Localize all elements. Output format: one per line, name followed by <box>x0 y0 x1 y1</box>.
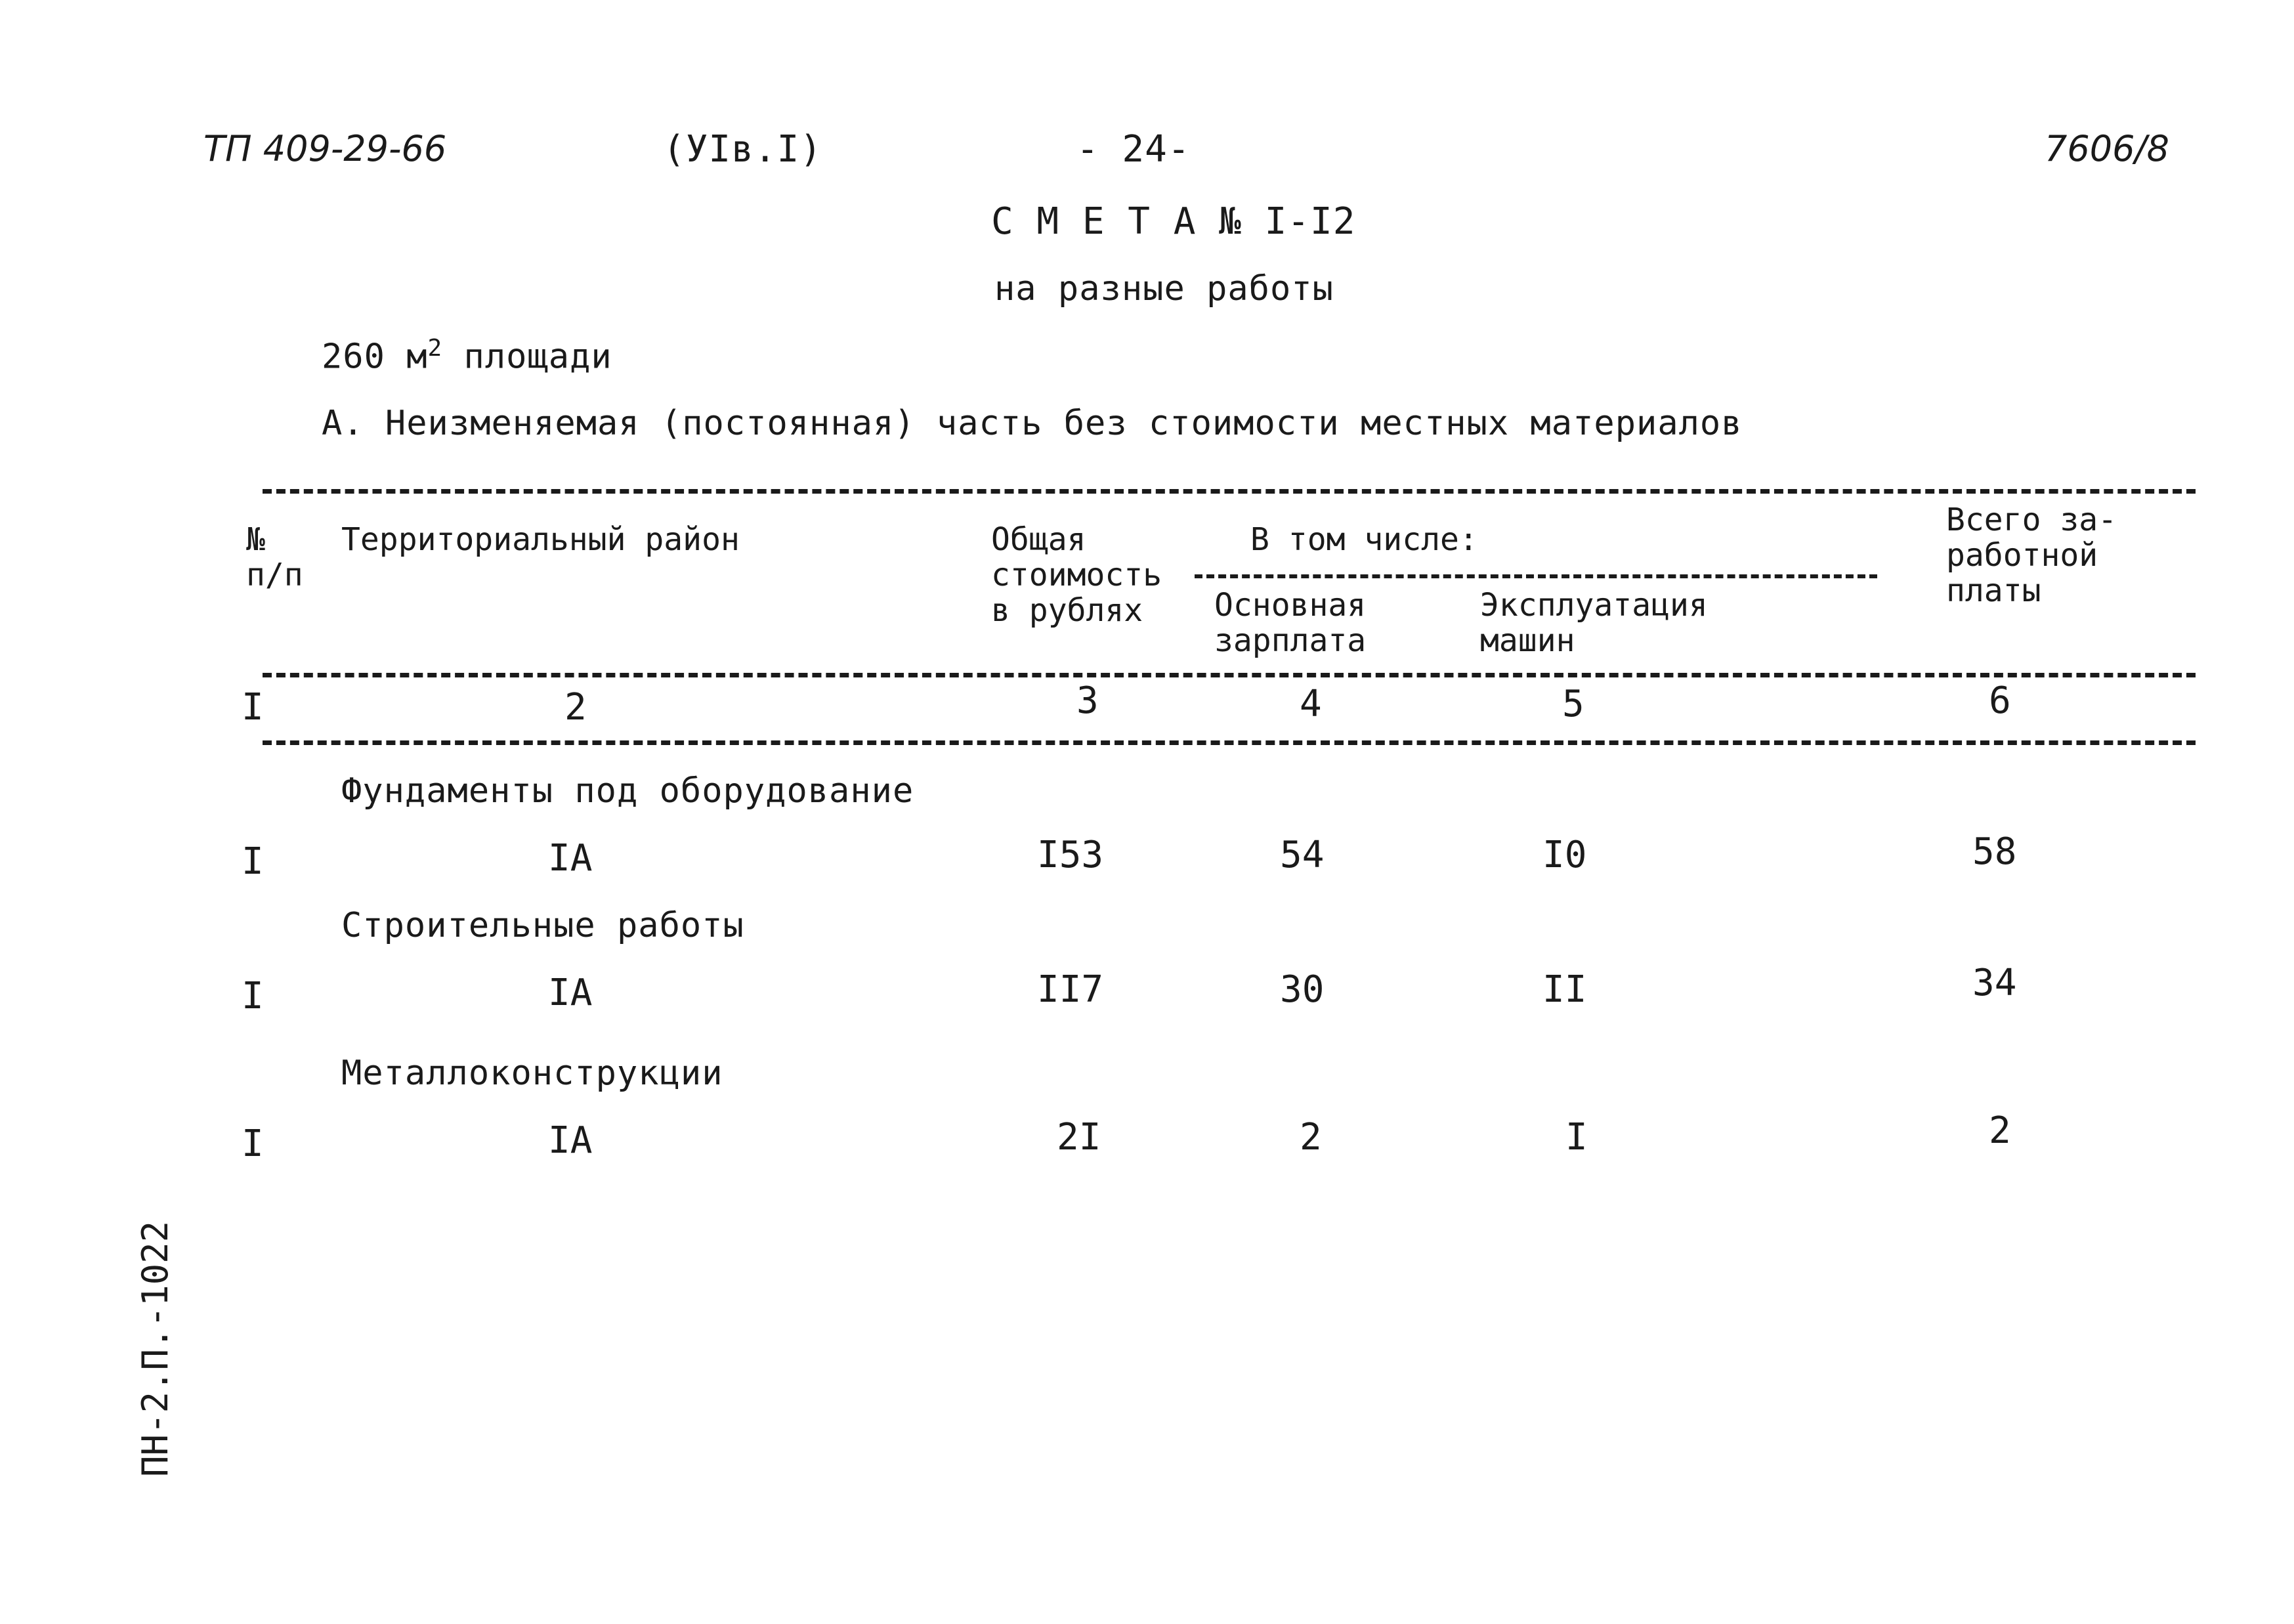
table-row-cell: 58 <box>1972 830 2017 873</box>
table-row-cell: I0 <box>1542 834 1587 876</box>
colnum-2: 2 <box>564 686 587 729</box>
table-row-cell: 54 <box>1280 834 1325 876</box>
estimate-title: С М Е Т А № I-I2 <box>991 200 1356 243</box>
estimate-subtitle: на разные работы <box>994 269 1334 309</box>
header-machine-operation: Эксплуатация машин <box>1480 587 1708 659</box>
table-row-cell: I53 <box>1037 834 1104 876</box>
header-total-wages: Всего за- работной платы <box>1946 502 2117 609</box>
colnum-4: 4 <box>1300 683 1322 725</box>
area-unit-sup: 2 <box>427 335 443 362</box>
table-row-cell: I <box>242 840 264 883</box>
header-base-salary: Основная зарплата <box>1214 587 1367 659</box>
colnum-5: 5 <box>1562 683 1584 725</box>
table-row-cell: I <box>242 975 264 1017</box>
table-row-cell: I <box>242 1122 264 1165</box>
header-bottom-rule <box>263 673 2196 677</box>
table-row-cell: IA <box>548 972 593 1014</box>
table-row-cell: IA <box>548 1119 593 1162</box>
table-row-cell: 34 <box>1972 962 2017 1004</box>
side-stamp: ПН-2.П.-1022 <box>135 1220 176 1477</box>
section-title-metal-structures: Металлоконструкции <box>341 1054 723 1093</box>
header-row-number: № п/п <box>246 521 303 593</box>
table-row-cell: II7 <box>1037 968 1104 1011</box>
table-top-rule <box>263 489 2196 494</box>
table-row-cell: IA <box>548 837 593 880</box>
section-code: (УIв.I) <box>663 128 823 171</box>
part-a-subtitle: А. Неизменяемая (постоянная) часть без стоимости местных материалов <box>322 404 1743 443</box>
table-row-cell: I <box>1565 1116 1588 1159</box>
sheet-code: 7606/8 <box>2045 128 2169 169</box>
table-row-cell: 2 <box>1300 1116 1322 1159</box>
column-numbers-rule <box>263 740 2196 745</box>
header-territorial-district: Территориальный район <box>341 521 740 558</box>
area-label: площади <box>463 337 612 377</box>
header-including: В том числе: <box>1250 521 1478 558</box>
colnum-3: 3 <box>1076 679 1099 722</box>
table-row-cell: 2I <box>1057 1116 1101 1159</box>
doc-code: ТП 409-29-66 <box>203 128 447 169</box>
area-value: 260 м <box>322 337 428 377</box>
colnum-1: I <box>242 686 264 729</box>
colnum-6: 6 <box>1989 679 2011 722</box>
table-row-cell: II <box>1542 968 1587 1011</box>
header-total-cost: Общая стоимость в рублях <box>991 521 1162 629</box>
table-row-cell: 2 <box>1989 1109 2011 1152</box>
section-title-construction: Строительные работы <box>341 906 744 945</box>
table-row-cell: 30 <box>1280 968 1325 1011</box>
area-line <box>322 335 612 376</box>
page-number: - 24- <box>1076 128 1191 171</box>
section-title-foundations: Фундаменты под оборудование <box>341 771 914 811</box>
group-header-rule <box>1195 574 1877 578</box>
